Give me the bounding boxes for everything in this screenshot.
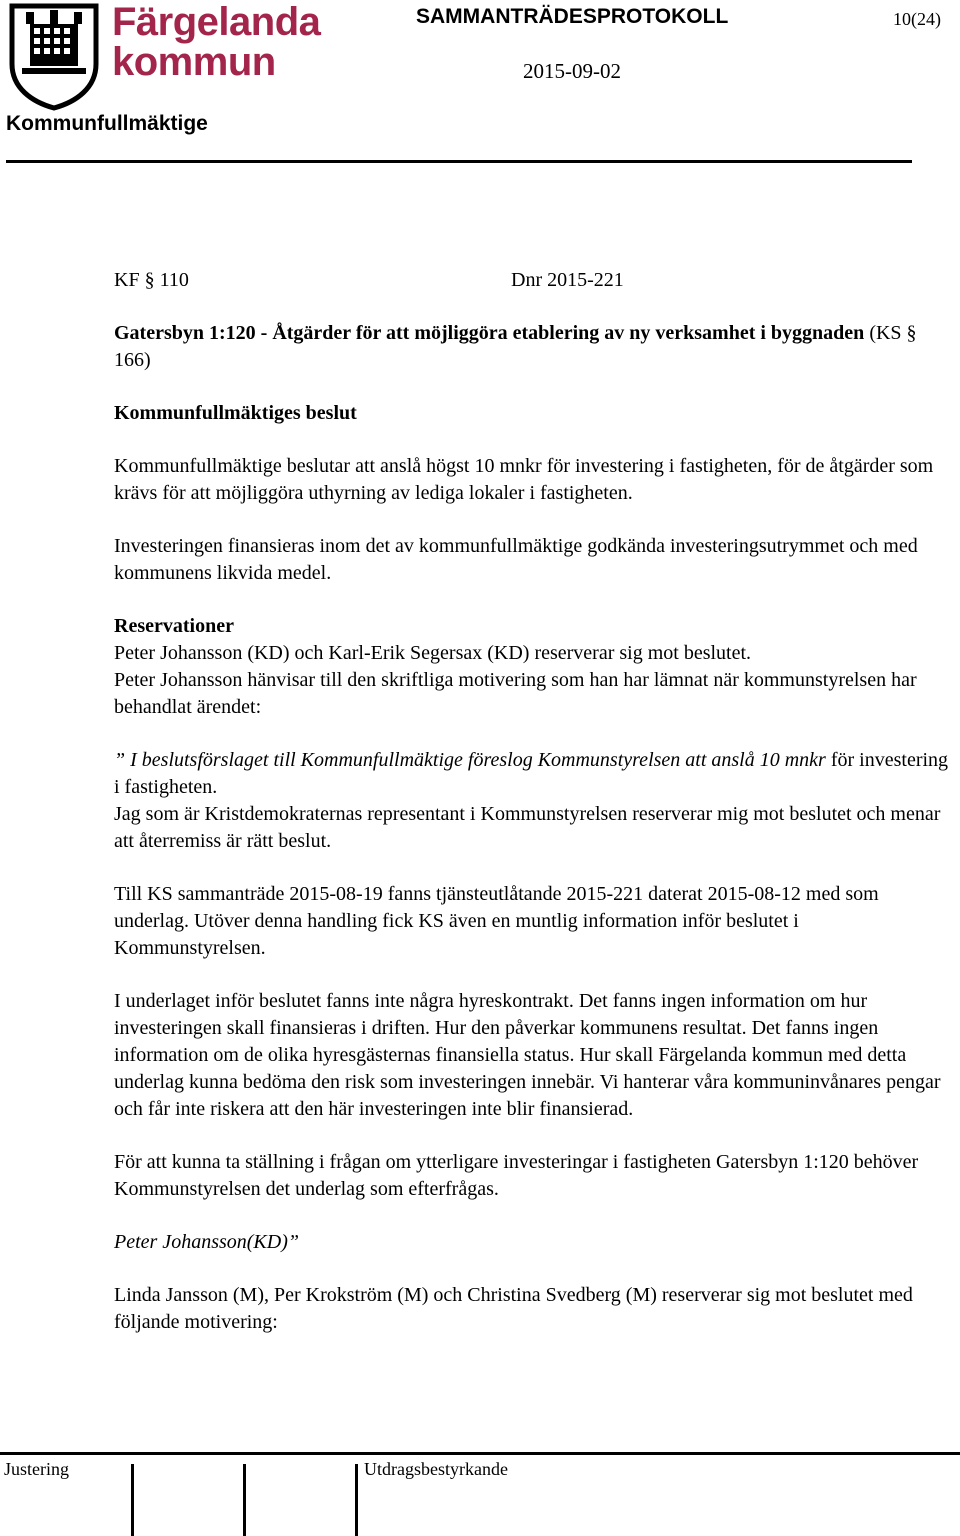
brand-name-line2: kommun (112, 40, 276, 84)
signature-box-divider-1 (131, 1464, 134, 1536)
document-title: SAMMANTRÄDESPROTOKOLL (416, 5, 729, 28)
quote-paragraph-3: Till KS sammanträde 2015-08-19 fanns tjänsteutlåtande 2015-221 daterat 2015-08-12 med som underlag. Utöver denna handling fick KS även en muntlig information inför beslutet i Kommunstyrelsen. (114, 883, 879, 959)
reservations-paragraph-6: Linda Jansson (M), Per Krokström (M) och Christina Svedberg (M) reserverar sig mot beslutet med följande motivering: (114, 1284, 913, 1333)
reservations-line-1: Peter Johansson (KD) och Karl-Erik Segersax (KD) reserverar sig mot beslutet. (114, 642, 752, 664)
footer-justering-label: Justering (4, 1459, 69, 1479)
meeting-date: 2015-09-02 (523, 59, 621, 83)
footer-divider (0, 1452, 960, 1455)
quote-paragraph-1 (114, 747, 954, 801)
footer-utdrag-label: Utdragsbestyrkande (364, 1459, 508, 1479)
decision-paragraph-1: Kommunfullmäktige beslutar att anslå högst 10 mnkr för investering i fastigheten, för de åtgärder som krävs för att möjliggöra uthyrning av lediga lokaler i fastigheten. (114, 455, 934, 504)
case-title (114, 320, 954, 374)
organ-name: Kommunfullmäktige (6, 112, 208, 135)
header-divider (6, 160, 912, 163)
quote-paragraph-5: För att kunna ta ställning i frågan om ytterligare investeringar i fastigheten Gatersbyn 1:120 behöver Kommunstyrelsen det underlag som efterfrågas. (114, 1151, 919, 1200)
brand-name-line1: Färgelanda (112, 0, 321, 44)
reservations-line-2: Peter Johansson hänvisar till den skriftliga motivering som han har lämnat när kommunstyrelsen har behandlat ärendet: (114, 669, 917, 718)
signature-box-divider-2 (243, 1464, 246, 1536)
quote-signature: Peter Johansson(KD)” (114, 1231, 299, 1253)
case-title-text: Gatersbyn 1:120 - Åtgärder för att möjliggöra etablering av ny verksamhet i byggnaden (114, 322, 865, 344)
decision-paragraph-2: Investeringen finansieras inom det av kommunfullmäktige godkända investeringsutrymmet och med kommunens likvida medel. (114, 535, 918, 584)
paragraph-reference: KF § 110 (114, 269, 189, 291)
quote-paragraph-4: I underlaget inför beslutet fanns inte några hyreskontrakt. Det fanns ingen information om hur investeringen skall finansieras i driften. Hur den påverkar kommunens resultat. Det fanns ingen information om de olika hyresgästernas finansiella status. Hur skall Färgelanda kommun med detta underlag kunna bedöma den risk som investeringen innebär. Vi hanterar våra kommuninvånares pengar och får inte riskera att den här investeringen inte blir finansierad. (114, 990, 941, 1120)
decision-heading: Kommunfullmäktiges beslut (114, 402, 357, 424)
signature-box-divider-3 (355, 1464, 358, 1536)
quote-paragraph-2: Jag som är Kristdemokraternas representant i Kommunstyrelsen reserverar mig mot beslutet och menar att återremiss är rätt beslut. (114, 803, 941, 852)
case-title-ref: (KS § 166) (114, 322, 917, 371)
diary-number: Dnr 2015-221 (511, 269, 624, 291)
page-number: 10(24) (893, 9, 941, 29)
municipality-crest-logo (6, 2, 102, 112)
quote-rest: för investering i fastigheten. (114, 749, 949, 798)
case-reference-row (114, 267, 954, 294)
quote-italic: ” I beslutsförslaget till Kommunfullmäktige föreslog Kommunstyrelsen att anslå 10 mnkr (114, 749, 826, 771)
document-body (114, 267, 954, 1336)
reservations-heading: Reservationer (114, 615, 234, 637)
